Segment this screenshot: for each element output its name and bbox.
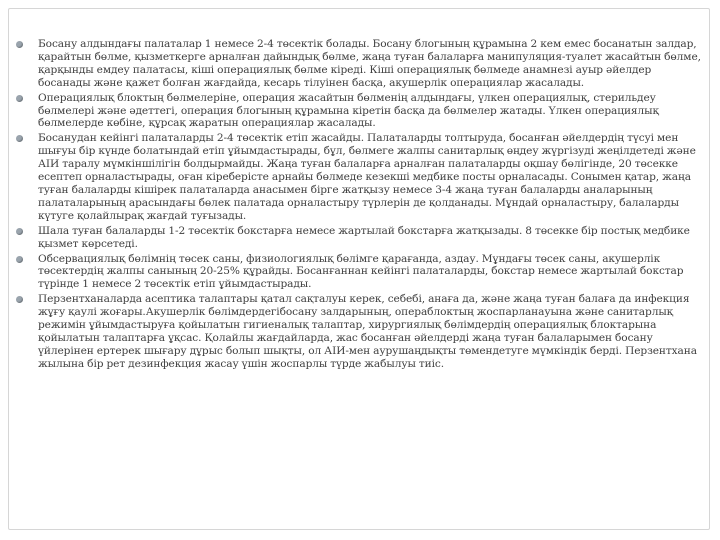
bullet-text: Обсервациялық бөлімнің төсек саны, физиологиялық бөлімге қарағанда, аздау. Мұндағы төсек саны, акушерлік төсектердің жалпы санының 20-25% құрайды. Босанғаннан кейінгі палаталарды, бокстар немесе жартылай бокстар түрінде 1 немесе 2 төсектік етіп ұйымдастырады. — [38, 252, 684, 291]
bullet-dot-icon — [16, 296, 23, 303]
bullet-item — [16, 132, 706, 222]
bullet-dot-icon — [16, 95, 23, 102]
bullet-dot-icon — [16, 256, 23, 263]
bullet-text: Перзентханаларда асептика талаптары қатал сақталуы керек, себебі, анаға да, және жаңа туған балаға да инфекция жұғу қаулі жоғары.Акушерлік бөлімдердегібосану залдарының, операблоктың жоспарланауына және санитарлық режимін ұйымдастыруға қойылатын гигиеналық талаптар, хирургиялық бөлімдердің операциялық блоктарына қойылатын талаптарға ұқсас. Қолайлы жағдайларда, жас босанған әйелдерді жаңа туған балаларымен босану үйлерінен ертерек шығару дұрыс болып шықты, ол АІИ-мен аурушаңдықты төмендетуге мүмкіндік берді. Перзентхана жылына бір рет дезинфекция жасау үшін жоспарлы түрде жабылуы тиіс. — [38, 293, 697, 370]
bullet-item — [16, 225, 706, 251]
bullet-dot-icon — [16, 41, 23, 48]
bullet-text: Операциялық блоктың бөлмелеріне, операция жасайтын бөлменің алдындағы, үлкен операциялық, стерильдеу бөлмелері және әдеттегі, операция блогының құрамына кіретін басқа да бөлмелер жатады. Үлкен операциялық бөлмелерде көбіне, құрсақ жаратын операциялар жасалады. — [38, 91, 659, 130]
bullet-item — [16, 38, 706, 90]
bullet-text: Босанудан кейінгі палаталарды 2-4 төсектік етіп жасайды. Палаталарды толтыруда, босанған әйелдердің түсуі мен шығуы бір күнде болатындай етіп ұйымдастырады, бұл, бөлмеге жалпы санитарлық өңдеу жүргізуді жеңілдетеді және АІИ таралу мүмкіншілігін болдырмайды. Жаңа туған балаларға арналған палаталарды оқшау бөлігінде, 20 төсекке есептеп орналастырады, оған кіреберісте арнайы бөлмеде кезекші медбике посты орналасады. Сонымен қатар, жаңа туған балаларды кішірек палаталарда анасымен бірге жатқызу немесе 3-4 жаңа туған балаларды аналарының палаталарының арасындағы бөлек палатада орналастыру түрлерін де қолданады. Мұндай орналастыру, балаларды күтуге қолайлырақ жағдай туғызады. — [38, 132, 696, 222]
bullet-text: Босану алдындағы палаталар 1 немесе 2-4 төсектік болады. Босану блогының құрамына 2 кем емес босанатын залдар, қарайтын бөлме, қызметкерге арналған дайындық бөлме, жаңа туған балаларға манипуляция-туалет жасайтын бөлме, қарқынды емдеу палатасы, кіші операциялық бөлме кіреді. Кіші операциялық бөлмеде анамнезі ауыр әйелдер босанады және қажет болған жағдайда, кесарь тілуінен басқа, акушерлік операциялар жасалады. — [38, 38, 701, 89]
bullet-list — [16, 38, 706, 371]
bullet-dot-icon — [16, 135, 23, 142]
slide-content — [16, 38, 706, 373]
bullet-text: Шала туған балаларды 1-2 төсектік бокстарға немесе жартылай бокстарға жатқызады. 8 төсекке бір постық медбике қызмет көрсетеді. — [38, 224, 690, 250]
bullet-item — [16, 253, 706, 292]
bullet-item — [16, 92, 706, 131]
bullet-dot-icon — [16, 228, 23, 235]
bullet-item — [16, 293, 706, 370]
